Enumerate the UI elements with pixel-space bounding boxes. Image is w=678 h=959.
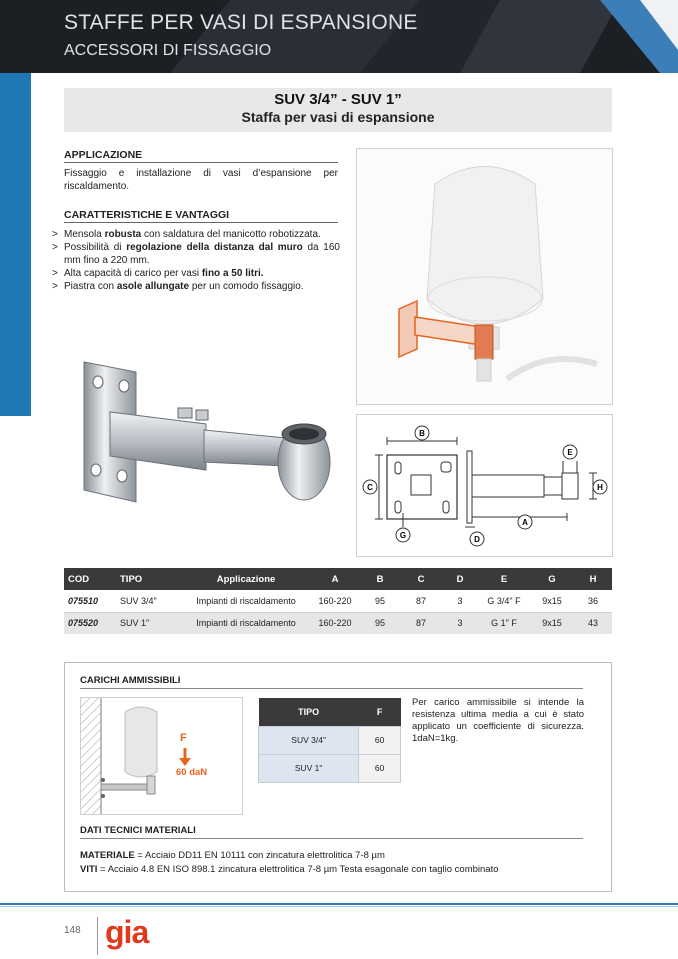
svg-text:A: A: [522, 518, 528, 527]
col-header: COD: [64, 568, 116, 590]
dimension-label-h: [593, 480, 607, 494]
cell-c: 87: [400, 612, 442, 634]
cell-c: 87: [400, 590, 442, 612]
carichi-heading: CARICHI AMMISSIBILI: [80, 675, 583, 689]
cell-g: 9x15: [530, 590, 574, 612]
table-row: [259, 726, 401, 754]
cell-h: 36: [574, 590, 612, 612]
col-header: TIPO: [259, 698, 359, 726]
footer-divider: [0, 903, 678, 905]
cell-h: 43: [574, 612, 612, 634]
svg-text:H: H: [597, 483, 603, 492]
section-subtitle: ACCESSORI DI FISSAGGIO: [64, 42, 272, 59]
svg-text:D: D: [474, 535, 480, 544]
cell-tipo: SUV 3/4": [116, 590, 182, 612]
cell-d: 3: [442, 612, 478, 634]
feature-item: > Alta capacità di carico per vasi fino a 50 litri.: [52, 268, 264, 279]
cell-g: 9x15: [530, 612, 574, 634]
cell-f: 60: [359, 754, 401, 782]
carichi-box: [64, 662, 612, 892]
svg-text:C: C: [367, 483, 373, 492]
load-table-header: [259, 698, 401, 726]
feature-item: > Piastra con asole allungate per un comodo fissaggio.: [52, 281, 304, 292]
cell-code: 075520: [64, 612, 116, 634]
cell-e: G 1" F: [478, 612, 530, 634]
technical-drawing: [357, 415, 612, 556]
load-table: [258, 698, 401, 783]
product-title-box: [64, 88, 612, 132]
product-table: [64, 568, 612, 634]
cell-tipo: SUV 1": [116, 612, 182, 634]
vessel-photo-box: [356, 148, 613, 405]
dimension-label-d: [470, 532, 484, 546]
force-label: F: [180, 732, 187, 744]
col-header: F: [359, 698, 401, 726]
dimension-label-e: [563, 445, 577, 459]
force-value: 60 daN: [176, 767, 208, 778]
svg-text:G: G: [399, 531, 407, 540]
dimension-label-a: [518, 515, 532, 529]
cell-a: 160-220: [310, 612, 360, 634]
dimension-label-c: [363, 480, 377, 494]
cell-f: 60: [359, 726, 401, 754]
cell-tipo: SUV 1": [259, 754, 359, 782]
col-header: B: [360, 568, 400, 590]
load-diagram-illustration: [81, 698, 242, 814]
carichi-note: Per carico ammissibile si intende la resistenza ultima media a cui è stato applicato un coefficiente di sicurezza. 1daN=1kg.: [412, 697, 584, 744]
feature-list: [52, 228, 340, 293]
cell-d: 3: [442, 590, 478, 612]
svg-text:E: E: [567, 448, 573, 457]
table-row: [64, 612, 612, 634]
cell-code: 075510: [64, 590, 116, 612]
viti-line: VITI = Acciaio 4.8 EN ISO 898.1 zincatura elettrolitica 7-8 µm Testa esagonale con taglio combinato: [80, 864, 499, 875]
product-name: SUV 3/4” - SUV 1”: [274, 91, 402, 108]
dati-tecnici-heading: DATI TECNICI MATERIALI: [80, 825, 583, 839]
bracket-product-photo: [66, 352, 351, 512]
col-header: TIPO: [116, 568, 182, 590]
footer-divider-thin: [0, 906, 678, 907]
cell-b: 95: [360, 612, 400, 634]
col-header: A: [310, 568, 360, 590]
dimension-label-b: [415, 426, 429, 440]
expansion-vessel-illustration: [357, 149, 612, 404]
cell-applicazione: Impianti di riscaldamento: [182, 590, 310, 612]
section-title: STAFFE PER VASI DI ESPANSIONE: [64, 11, 418, 34]
applicazione-text: Fissaggio e installazione di vasi d’espansione per riscaldamento.: [64, 168, 338, 192]
product-description: Staffa per vasi di espansione: [241, 109, 435, 125]
footer-separator: [97, 917, 98, 955]
col-header: Applicazione: [182, 568, 310, 590]
table-header-row: [64, 568, 612, 590]
technical-drawing-box: [356, 414, 613, 557]
cell-e: G 3/4" F: [478, 590, 530, 612]
cell-a: 160-220: [310, 590, 360, 612]
dimension-label-g: [396, 528, 410, 542]
cell-tipo: SUV 3/4": [259, 726, 359, 754]
table-row: [259, 754, 401, 782]
col-header: D: [442, 568, 478, 590]
svg-text:B: B: [419, 429, 425, 438]
side-accent-bar: [0, 73, 31, 416]
col-header: E: [478, 568, 530, 590]
materiale-line: MATERIALE = Acciaio DD11 EN 10111 con zincatura elettrolitica 7-8 µm: [80, 850, 385, 861]
brand-logo: gia: [105, 914, 149, 950]
cell-applicazione: Impianti di riscaldamento: [182, 612, 310, 634]
feature-item: > Mensola robusta con saldatura del manicotto robotizzata.: [52, 229, 321, 240]
cell-b: 95: [360, 590, 400, 612]
col-header: G: [530, 568, 574, 590]
caratteristiche-heading: CARATTERISTICHE E VANTAGGI: [64, 209, 338, 223]
load-diagram: [80, 697, 243, 815]
col-header: C: [400, 568, 442, 590]
applicazione-heading: APPLICAZIONE: [64, 149, 338, 163]
col-header: H: [574, 568, 612, 590]
feature-item: > Possibilità di regolazione della distanza dal muro da 160 mm fino a 220 mm.: [52, 242, 340, 266]
table-row: [64, 590, 612, 612]
page-number: 148: [64, 925, 81, 936]
page-header: [0, 0, 678, 73]
